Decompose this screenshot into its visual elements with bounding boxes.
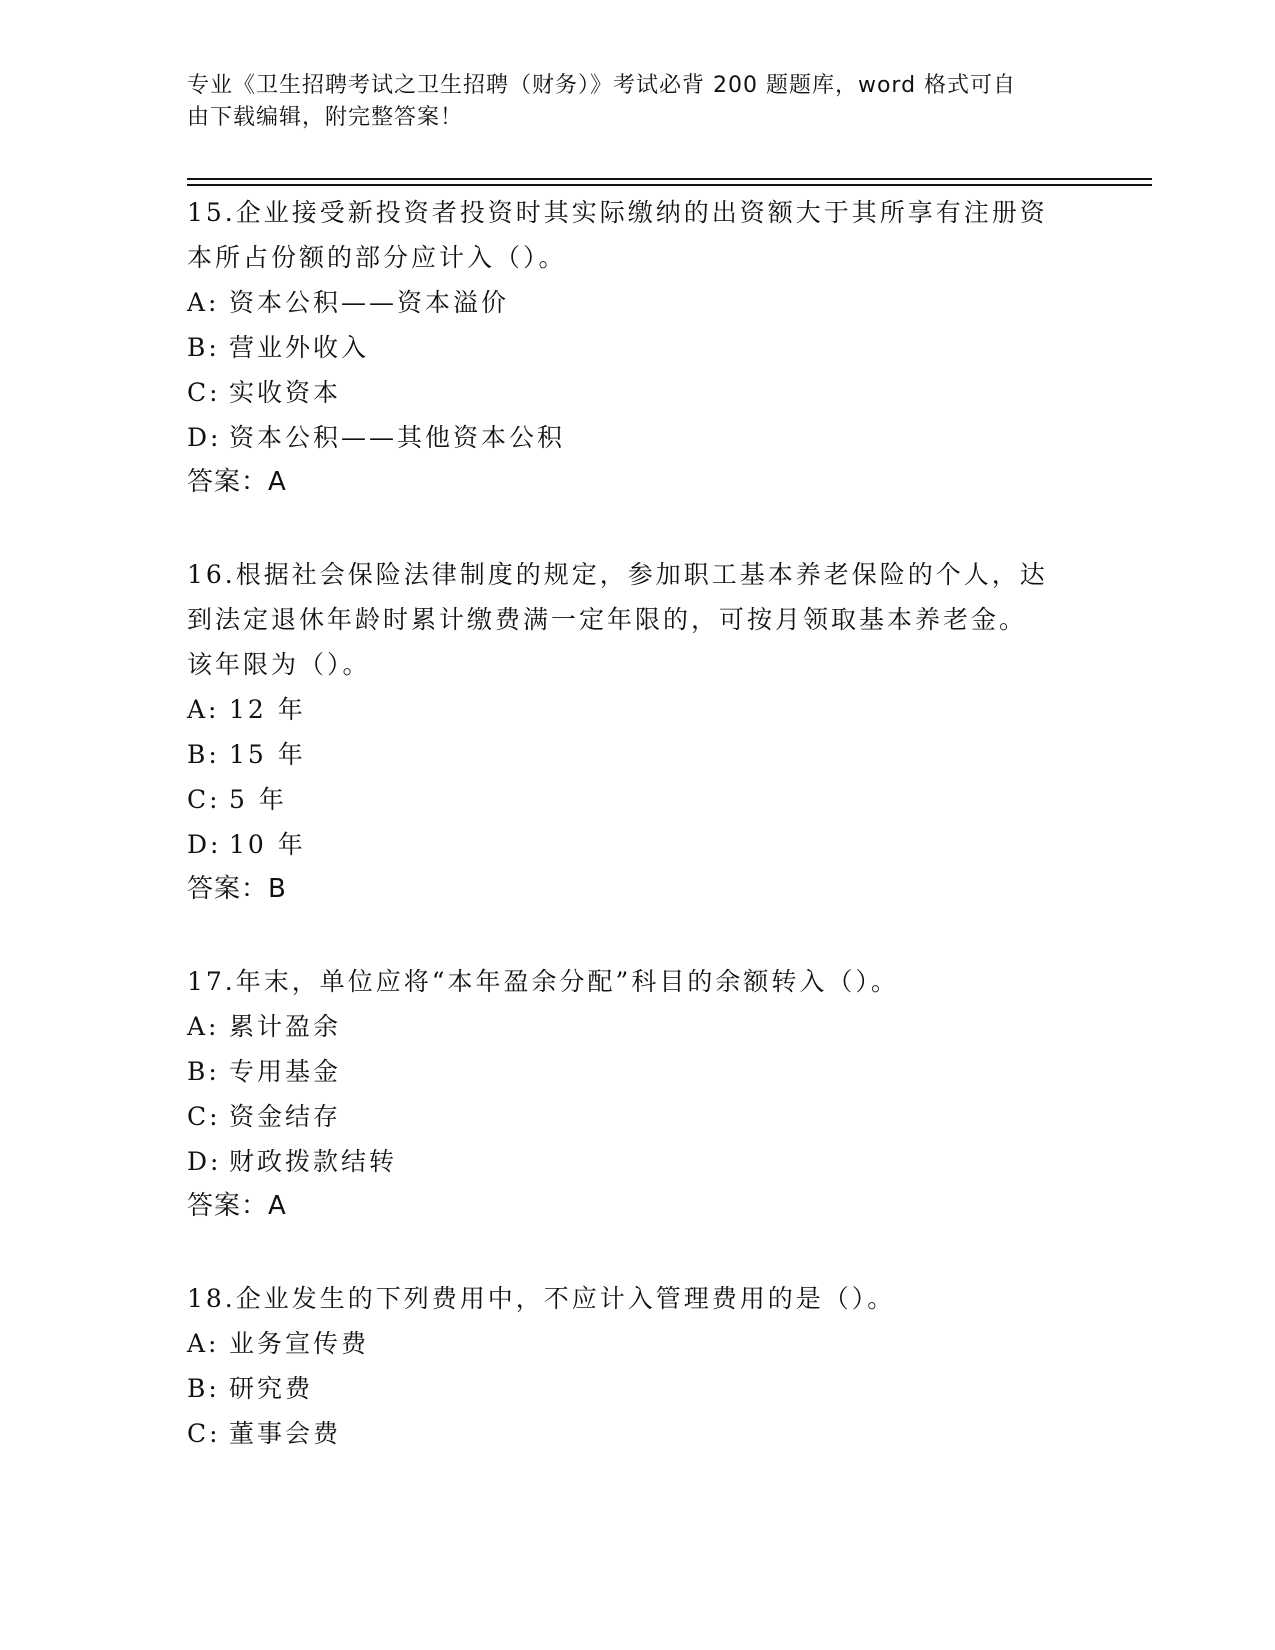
question-stem [187, 1276, 1087, 1321]
option-key: A: [187, 1012, 220, 1041]
option-key: D: [187, 830, 222, 859]
option-key: C: [187, 378, 221, 407]
option-key: D: [187, 1147, 222, 1176]
option-row [187, 370, 1087, 415]
option-row [187, 822, 1087, 867]
option-text: 10 年 [229, 830, 306, 859]
option-text: 资本公积——资本溢价 [229, 288, 510, 317]
question-stem-line: 该年限为（）。 [187, 650, 371, 679]
option-text: 营业外收入 [229, 333, 370, 362]
document-header [187, 70, 1067, 134]
question-stem-line: 16.根据社会保险法律制度的规定，参加职工基本养老保险的个人，达 [187, 560, 1048, 589]
question-block [187, 190, 1087, 505]
option-text: 5 年 [229, 785, 287, 814]
option-key: B: [187, 740, 220, 769]
option-key: C: [187, 785, 221, 814]
option-text: 董事会费 [229, 1419, 342, 1448]
option-text: 12 年 [229, 695, 306, 724]
option-key: D: [187, 423, 222, 452]
header-line-1: 专业《卫生招聘考试之卫生招聘（财务）》考试必背 200 题题库，word 格式可自 [187, 73, 1017, 98]
question-stem-line: 18.企业发生的下列费用中，不应计入管理费用的是（）。 [187, 1284, 896, 1313]
question-stem [187, 959, 1087, 1004]
question-list [187, 190, 1087, 1503]
option-text: 资本公积——其他资本公积 [229, 423, 566, 452]
question-stem [187, 190, 1087, 280]
header-rule-top [187, 178, 1152, 180]
option-text: 资金结存 [229, 1102, 342, 1131]
header-rule-bottom [187, 184, 1152, 186]
header-line-2: 由下载编辑，附完整答案！ [187, 105, 464, 130]
option-text: 业务宣传费 [229, 1329, 370, 1358]
option-row [187, 1049, 1087, 1094]
option-key: B: [187, 333, 220, 362]
answer-line: 答案：A [187, 467, 287, 497]
question-block [187, 959, 1087, 1229]
question-stem-line: 本所占份额的部分应计入（）。 [187, 243, 567, 272]
option-key: C: [187, 1419, 221, 1448]
answer-line: 答案：B [187, 874, 287, 904]
option-text: 实收资本 [229, 378, 342, 407]
option-text: 研究费 [229, 1374, 314, 1403]
option-row [187, 1366, 1087, 1411]
option-row [187, 1004, 1087, 1049]
option-row [187, 280, 1087, 325]
option-key: A: [187, 288, 220, 317]
option-row [187, 777, 1087, 822]
option-key: A: [187, 1329, 220, 1358]
option-text: 15 年 [229, 740, 306, 769]
option-text: 专用基金 [229, 1057, 342, 1086]
option-row [187, 415, 1087, 460]
question-stem-line: 到法定退休年龄时累计缴费满一定年限的，可按月领取基本养老金。 [187, 605, 1028, 634]
answer-line: 答案：A [187, 1191, 287, 1221]
question-block [187, 552, 1087, 912]
option-text: 累计盈余 [229, 1012, 342, 1041]
question-stem-line: 17.年末，单位应将“本年盈余分配”科目的余额转入（）。 [187, 967, 899, 996]
option-key: C: [187, 1102, 221, 1131]
question-block [187, 1276, 1087, 1456]
option-text: 财政拨款结转 [229, 1147, 398, 1176]
option-row [187, 1411, 1087, 1456]
question-stem [187, 552, 1087, 687]
question-stem-line: 15.企业接受新投资者投资时其实际缴纳的出资额大于其所享有注册资 [187, 198, 1048, 227]
option-row [187, 687, 1087, 732]
option-row [187, 732, 1087, 777]
option-key: A: [187, 695, 220, 724]
option-row [187, 1094, 1087, 1139]
option-row [187, 325, 1087, 370]
option-row [187, 1139, 1087, 1184]
option-key: B: [187, 1374, 220, 1403]
option-row [187, 1321, 1087, 1366]
option-key: B: [187, 1057, 220, 1086]
